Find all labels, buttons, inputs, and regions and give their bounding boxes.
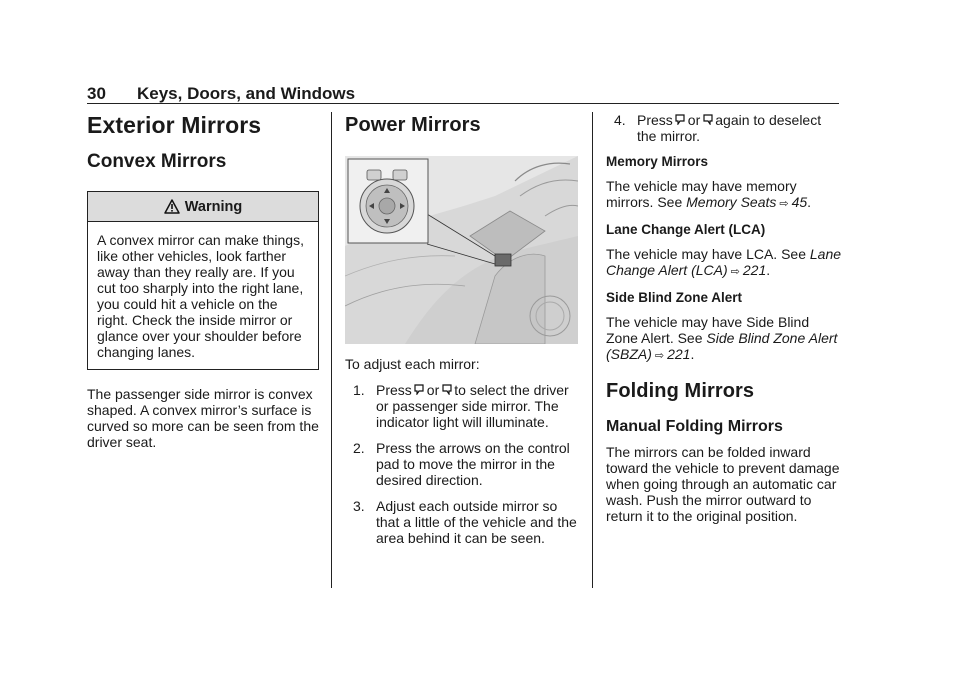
convex-body-text: The passenger side mirror is convex shaped. A convex mirror’s surface is curved so more can be seen from the driver seat.: [87, 386, 319, 450]
page-ref-arrow-icon: ⇨: [730, 266, 740, 278]
warning-text: A convex mirror can make things, like other vehicles, look farther away than they really are. If you cut too sharply into the right lane, you could hit a vehicle on the right. Check the inside mirror or glance over your shoulder before changing lanes.: [97, 232, 304, 360]
list-item: [345, 498, 578, 546]
column-middle: [345, 112, 578, 546]
right-mirror-button-icon: [441, 382, 452, 393]
list-item: [345, 382, 578, 430]
manual-folding-heading: Manual Folding Mirrors: [606, 418, 783, 435]
step-text: Adjust each outside mirror so that a little of the vehicle and the area behind it can be seen.: [376, 498, 577, 546]
sbza-text: [606, 314, 842, 364]
folding-mirrors-heading: Folding Mirrors: [606, 380, 755, 402]
list-item: [345, 440, 578, 488]
memory-seats-link[interactable]: Memory Seats: [686, 194, 777, 210]
step-number: 2.: [353, 440, 365, 456]
header-rule: [87, 103, 839, 104]
step-number: 3.: [353, 498, 365, 514]
power-mirrors-heading: Power Mirrors: [345, 114, 481, 136]
manual-folding-text: The mirrors can be folded inward toward the vehicle to prevent damage when going through an automatic car wash. Push the mirror outward to return it to the original position.: [606, 444, 840, 524]
memory-mirrors-text: [606, 178, 842, 212]
column-left: [87, 112, 319, 450]
step-text: Press the arrows on the control pad to move the mirror in the desired direction.: [376, 440, 570, 488]
lca-text: [606, 246, 842, 280]
warning-label: Warning: [184, 199, 243, 215]
punctuation: .: [766, 262, 771, 278]
step-text: or: [687, 112, 701, 128]
punctuation: .: [690, 346, 695, 362]
exterior-mirrors-heading: Exterior Mirrors: [87, 112, 262, 138]
lca-link[interactable]: Lane Change Alert (LCA): [606, 246, 842, 278]
sbza-heading: Side Blind Zone Alert: [606, 290, 743, 305]
body-text: The vehicle may have Side Blind Zone Alert. See: [606, 314, 810, 346]
mirror-control-illustration: [345, 156, 578, 344]
body-text: The vehicle may have memory mirrors. See: [606, 178, 797, 210]
step-number: 4.: [614, 112, 626, 128]
step-text: to select the driver or passenger side mirror. The indicator light will illuminate.: [376, 382, 569, 430]
warning-triangle-icon: [164, 199, 180, 219]
page-header: [87, 84, 839, 104]
warning-box: [87, 191, 319, 370]
body-text: The vehicle may have LCA. See: [606, 246, 806, 262]
column-right: [606, 112, 842, 524]
page-ref-arrow-icon: ⇨: [654, 350, 665, 362]
step-text: or: [426, 382, 440, 398]
page-ref[interactable]: 221: [667, 346, 691, 362]
step-text: again to deselect the mirror.: [637, 112, 822, 144]
page-number: 30: [87, 84, 106, 103]
convex-mirrors-heading: Convex Mirrors: [87, 151, 227, 172]
left-mirror-button-icon: [414, 382, 425, 393]
step-text: Press: [376, 382, 412, 398]
memory-mirrors-heading: Memory Mirrors: [606, 154, 709, 169]
section-title: Keys, Doors, and Windows: [137, 84, 356, 103]
sbza-link[interactable]: Side Blind Zone Alert (SBZA): [606, 330, 838, 362]
lca-heading: Lane Change Alert (LCA): [606, 222, 766, 237]
column-divider: [331, 112, 332, 588]
column-divider: [592, 112, 593, 588]
step-text: Press: [637, 112, 673, 128]
left-mirror-button-icon: [675, 112, 686, 123]
page-ref[interactable]: 221: [742, 262, 767, 278]
page-ref[interactable]: 45: [791, 194, 808, 210]
adjust-intro: To adjust each mirror:: [345, 356, 480, 372]
warning-header: [88, 192, 318, 222]
list-item: [606, 112, 842, 144]
right-mirror-button-icon: [702, 112, 713, 123]
step-number: 1.: [353, 382, 365, 398]
adjust-steps: [345, 382, 578, 546]
deselect-step: [606, 112, 842, 144]
punctuation: .: [807, 194, 812, 210]
page-ref-arrow-icon: ⇨: [779, 198, 789, 210]
